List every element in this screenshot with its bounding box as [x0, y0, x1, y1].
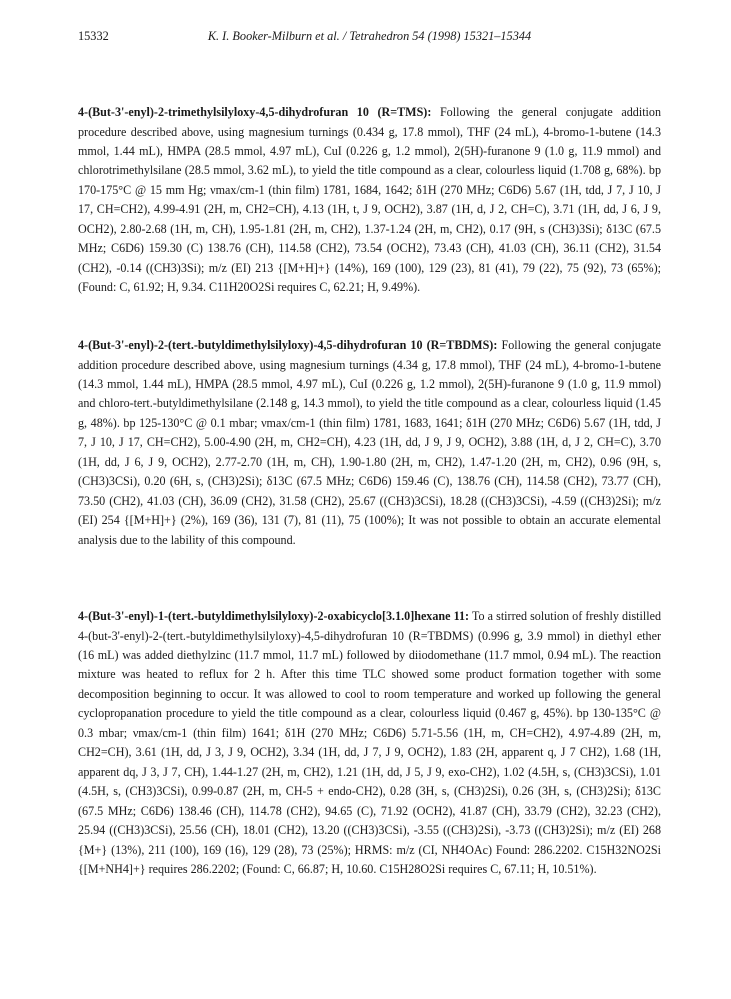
entry-body: To a stirred solution of freshly distilled 4-(but-3'-enyl)-2-(tert.-butyldimethylsilyloxy)-4,5-dihydrofuran 10 (R=TBDMS) (0.996 g, 3.9 mmol) in diethyl ether (16 mL) was added diethylzinc (11.7 mmol, 11.7 mL) followed by diiodomethane (11.7 mmol, 0.94 mL). The reaction mixture was heated to reflux for 2 h. After this time TLC showed some product formation together with some decomposition beginning to occur. It was allowed to cool to room temperature and worked up following the general cyclopropanation procedure to yield the title compound as a clear, colourless liquid (0.467 g, 45%). bp 130-135°C @ 0.3 mbar; νmax/cm-1 (thin film) 1641; δ1H (270 MHz; C6D6) 5.71-5.56 (1H, m, CH=CH2), 4.97-4.89 (2H, m, CH2=CH), 3.61 (1H, dd, J 3, J 9, OCH2), 3.34 (1H, dd, J 7, J 9, OCH2), 1.83 (2H, apparent q, J 7 CH2), 1.68 (1H, apparent dq, J 3, J 7, CH), 1.44-1.27 (2H, m, CH2), 1.21 (1H, dd, J 5, J 9, exo-CH2), 1.02 (4.5H, s, (CH3)3CSi), 1.01 (4.5H, s, (CH3)3CSi), 0.99-0.87 (2H, m, CH-5 + endo-CH2), 0.28 (3H, s, (CH3)2Si), 0.26 (3H, s, (CH3)2Si); δ13C (67.5 MHz; C6D6) 138.46 (CH), 114.78 (CH2), 94.65 (C), 71.92 (OCH2), 41.87 (CH), 33.79 (CH2), 32.23 (CH2), 25.94 ((CH3)3CSi), 25.56 (CH), 18.01 (CH2), 13.20 ((CH3)3CSi), -3.55 ((CH3)2Si), -3.73 ((CH3)2Si); m/z (EI) 268 {M+} (13%), 211 (100), 169 (16), 129 (28), 73 (25%); HRMS: m/z (CI, NH4OAc) Found: 286.2202. C15H32NO2Si {[M+NH4]+} requires 286.2202; (Found: C, 66.87; H, 10.60. C15H28O2Si requires C, 67.11; H, 10.51%). [78, 609, 662, 876]
page-header [78, 27, 661, 45]
compound-title: 4-(But-3'-enyl)-1-(tert.-butyldimethylsilyloxy)-2-oxabicyclo[3.1.0]hexane 11: [78, 609, 470, 624]
page-number: 15332 [78, 29, 109, 43]
compound-title: 4-(But-3'-enyl)-2-(tert.-butyldimethylsilyloxy)-4,5-dihydrofuran 10 (R=TBDMS): [78, 338, 498, 353]
entry-body: Following the general conjugate addition procedure described above, using magnesium turnings (0.434 g, 17.8 mmol), THF (24 mL), 4-bromo-1-butene (14.3 mmol, 1.44 mL), HMPA (28.5 mmol, 4.97 mL), CuI (0.226 g, 1.2 mmol), 2(5H)-furanone 9 (1.0 g, 11.9 mmol) and chlorotrimethylsilane (28.5 mmol, 3.62 mL), to yield the title compound as a clear, colourless liquid (1.708 g, 68%). bp 170-175°C @ 15 mm Hg; νmax/cm-1 (thin film) 1781, 1684, 1642; δ1H (270 MHz; C6D6) 5.67 (1H, tdd, J 7, J 10, J 17, CH=CH2), 4.99-4.91 (2H, m, CH2=CH), 4.13 (1H, t, J 9, OCH2), 3.87 (1H, d, J 2, CH=C), 3.71 (1H, dd, J 6, J 9, OCH2), 2.80-2.68 (1H, m, CH), 1.95-1.81 (2H, m, CH2), 1.37-1.24 (2H, m, CH2), 0.17 (9H, s (CH3)3Si); δ13C (67.5 MHz; C6D6) 159.30 (C) 138.76 (CH), 114.58 (CH2), 73.54 (OCH2), 73.43 (CH), 41.03 (CH), 36.11 (CH2), 31.54 (CH2), -0.14 ((CH3)3Si); m/z (EI) 213 {[M+H]+} (14%), 169 (100), 129 (23), 81 (41), 79 (22), 75 (92), 73 (65%); (Found: C, 61.92; H, 9.34. C11H20O2Si requires C, 62.21; H, 9.49%). [78, 105, 662, 295]
experimental-entry [78, 103, 661, 298]
running-head: K. I. Booker-Milburn et al. / Tetrahedron 54 (1998) 15321–15344 [207, 29, 532, 43]
entry-body: Following the general conjugate addition procedure described above, using magnesium turnings (4.34 g, 17.8 mmol), THF (24 mL), 4-bromo-1-butene (14.3 mmol, 1.44 mL), HMPA (28.5 mmol, 4.97 mL), CuI (0.226 g, 1.2 mmol), 2(5H)-furanone 9 (1.0 g, 11.9 mmol) and chloro-tert.-butyldimethylsilane (2.148 g, 14.3 mmol), to yield the title compound as a clear, colourless liquid (1.45 g, 48%). bp 125-130°C @ 0.1 mbar; νmax/cm-1 (thin film) 1781, 1683, 1641; δ1H (270 MHz; C6D6) 5.67 (1H, tdd, J 7, J 10, J 17, CH=CH2), 5.00-4.90 (2H, m, CH2=CH), 4.23 (1H, dd, J 9, J 9, OCH2), 3.88 (1H, d, J 2, CH=C), 3.70 (1H, dd, J 6, J 9, OCH2), 2.77-2.70 (1H, m, CH), 1.90-1.80 (2H, m, CH2), 1.47-1.20 (2H, m, CH2), 0.96 (9H, s, (CH3)3CSi), 0.20 (6H, s, (CH3)2Si); δ13C (67.5 MHz; C6D6) 159.46 (C), 138.76 (CH), 114.58 (CH2), 73.77 (CH), 73.50 (CH2), 41.03 (CH), 36.09 (CH2), 31.58 (CH2), 25.67 ((CH3)3CSi), 18.28 ((CH3)3CSi), -4.59 ((CH3)2Si); m/z (EI) 254 {[M+H]+} (2%), 169 (36), 131 (7), 81 (11), 75 (100%); It was not possible to obtain an accurate elemental analysis due to the lability of this compound. [78, 338, 661, 547]
experimental-entry [78, 607, 661, 879]
compound-title: 4-(But-3'-enyl)-2-trimethylsilyloxy-4,5-dihydrofuran 10 (R=TMS): [78, 105, 432, 120]
experimental-entry [78, 336, 661, 550]
